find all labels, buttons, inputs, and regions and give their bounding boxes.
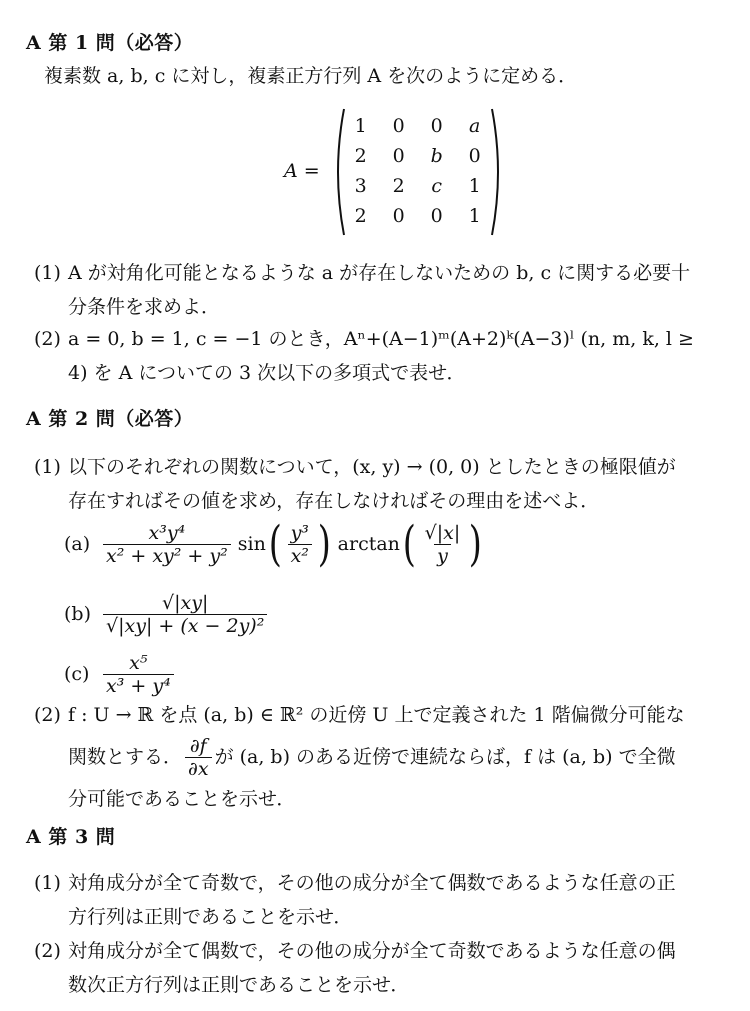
partial-denominator: ∂x <box>185 757 212 780</box>
s3-q1-line2: 方行列は正則であることを示せ． <box>68 906 353 928</box>
s2-q1-line2: 存在すればその値を求め，存在しなければその理由を述べよ． <box>68 490 600 512</box>
arctan-text: arctan <box>337 533 400 555</box>
sub-a-denominator: x² + xy² + y² <box>103 544 231 567</box>
right-paren-icon <box>490 107 506 237</box>
sub-c-numerator: x⁵ <box>129 651 148 674</box>
sub-b-denominator: √|xy| + (x − 2y)² <box>103 614 267 637</box>
s2-q2-number: (2) <box>34 704 61 726</box>
s1-q1-line2: 分条件を求めよ． <box>68 296 221 318</box>
s1-question-2 <box>34 322 734 384</box>
matrix-cell: 0 <box>430 205 443 227</box>
s2-q2-line2-post: が (a, b) のある近傍で連続ならば，f は (a, b) で全微 <box>214 746 676 768</box>
partial-derivative-fraction <box>185 735 212 780</box>
left-paren-icon <box>330 107 346 237</box>
s3-q2-line1: 対角成分が全て偶数で，その他の成分が全て奇数であるような任意の偶 <box>68 940 676 962</box>
s2-q1-number: (1) <box>34 456 61 478</box>
arctan-argument-fraction <box>422 522 464 567</box>
matrix-A <box>330 111 506 231</box>
section2-heading: A 第 2 問（必答） <box>26 408 194 430</box>
s2-q2-line3: 分可能であることを示せ． <box>68 788 296 810</box>
matrix-cell: 2 <box>392 175 405 197</box>
matrix-definition <box>284 100 506 242</box>
matrix-cell: 0 <box>392 145 405 167</box>
arctan-arg-numerator: √|x| <box>424 521 461 544</box>
s1-question-1 <box>34 256 734 318</box>
section1-heading: A 第 1 問（必答） <box>26 32 194 54</box>
sub-a-label: (a) <box>64 533 91 555</box>
arctan-left-paren-icon: ( <box>402 516 416 572</box>
matrix-cell: c <box>431 175 443 197</box>
sin-arg-numerator: y³ <box>290 521 309 544</box>
s1-q1-number: (1) <box>34 262 61 284</box>
s3-q2-number: (2) <box>34 940 61 962</box>
s3-question-2 <box>34 934 734 996</box>
s1-q2-number: (2) <box>34 328 61 350</box>
s2-question-1 <box>34 450 734 512</box>
s2-q2-line1: f : U → ℝ を点 (a, b) ∈ ℝ² の近傍 U 上で定義された 1 階偏微分可能な <box>68 704 685 726</box>
s3-q1-line1: 対角成分が全て奇数で，その他の成分が全て偶数であるような任意の正 <box>68 872 676 894</box>
matrix-cell: 3 <box>354 175 367 197</box>
matrix-cell: 1 <box>468 205 481 227</box>
section1-intro: 複素数 a, b, c に対し，複素正方行列 A を次のように定める． <box>44 65 578 87</box>
sin-left-paren-icon: ( <box>268 516 282 572</box>
matrix-cell: b <box>430 145 443 167</box>
s2-subproblem-b <box>64 584 270 644</box>
sin-text: sin <box>237 533 266 555</box>
matrix-cell: 1 <box>354 115 367 137</box>
sin-arg-denominator: x² <box>288 544 312 567</box>
s2-q2-line2 <box>68 732 733 782</box>
sub-a-numerator: x³y⁴ <box>148 521 186 544</box>
s3-q1-number: (1) <box>34 872 61 894</box>
sin-right-paren-icon: ) <box>317 516 331 572</box>
matrix-cell: a <box>469 115 481 137</box>
sub-a-fraction <box>103 522 231 567</box>
s2-subproblem-a <box>64 512 485 576</box>
matrix-cell: 0 <box>468 145 481 167</box>
sub-c-fraction <box>103 652 174 697</box>
s1-q2-line2: 4) を A についての 3 次以下の多項式で表せ． <box>68 362 466 384</box>
arctan-arg-denominator: y <box>434 544 451 567</box>
s1-q2-line1: a = 0, b = 1, c = −1 のとき，Aⁿ+(A−1)ᵐ(A+2)ᵏ(A−3)ˡ (n, m, k, l ≥ <box>68 328 694 350</box>
sin-argument-fraction <box>288 522 312 567</box>
sub-b-label: (b) <box>64 603 91 625</box>
sub-c-denominator: x³ + y⁴ <box>103 674 174 697</box>
s3-question-1 <box>34 866 734 928</box>
s1-q1-line1: A が対角化可能となるような a が存在しないための b, c に関する必要十 <box>68 262 691 284</box>
matrix-cell: 0 <box>392 205 405 227</box>
matrix-cell: 0 <box>430 115 443 137</box>
partial-numerator: ∂f <box>189 734 207 757</box>
s2-q1-line1: 以下のそれぞれの関数について，(x, y) → (0, 0) としたときの極限値が <box>68 456 676 478</box>
matrix-lhs: A = <box>284 160 320 182</box>
sub-b-numerator: √|xy| <box>161 591 209 614</box>
s2-question-2 <box>34 698 734 810</box>
s2-subproblem-c <box>64 648 177 700</box>
s3-q2-line2: 数次正方行列は正則であることを示せ． <box>68 974 410 996</box>
s2-q2-line2-pre: 関数とする． <box>68 746 183 768</box>
sub-c-label: (c) <box>64 663 90 685</box>
matrix-cell: 0 <box>392 115 405 137</box>
arctan-right-paren-icon: ) <box>469 516 483 572</box>
matrix-cell: 2 <box>354 145 367 167</box>
section3-heading: A 第 3 問 <box>26 826 116 848</box>
matrix-cell: 1 <box>468 175 481 197</box>
matrix-cell: 2 <box>354 205 367 227</box>
sub-b-fraction <box>103 592 267 637</box>
